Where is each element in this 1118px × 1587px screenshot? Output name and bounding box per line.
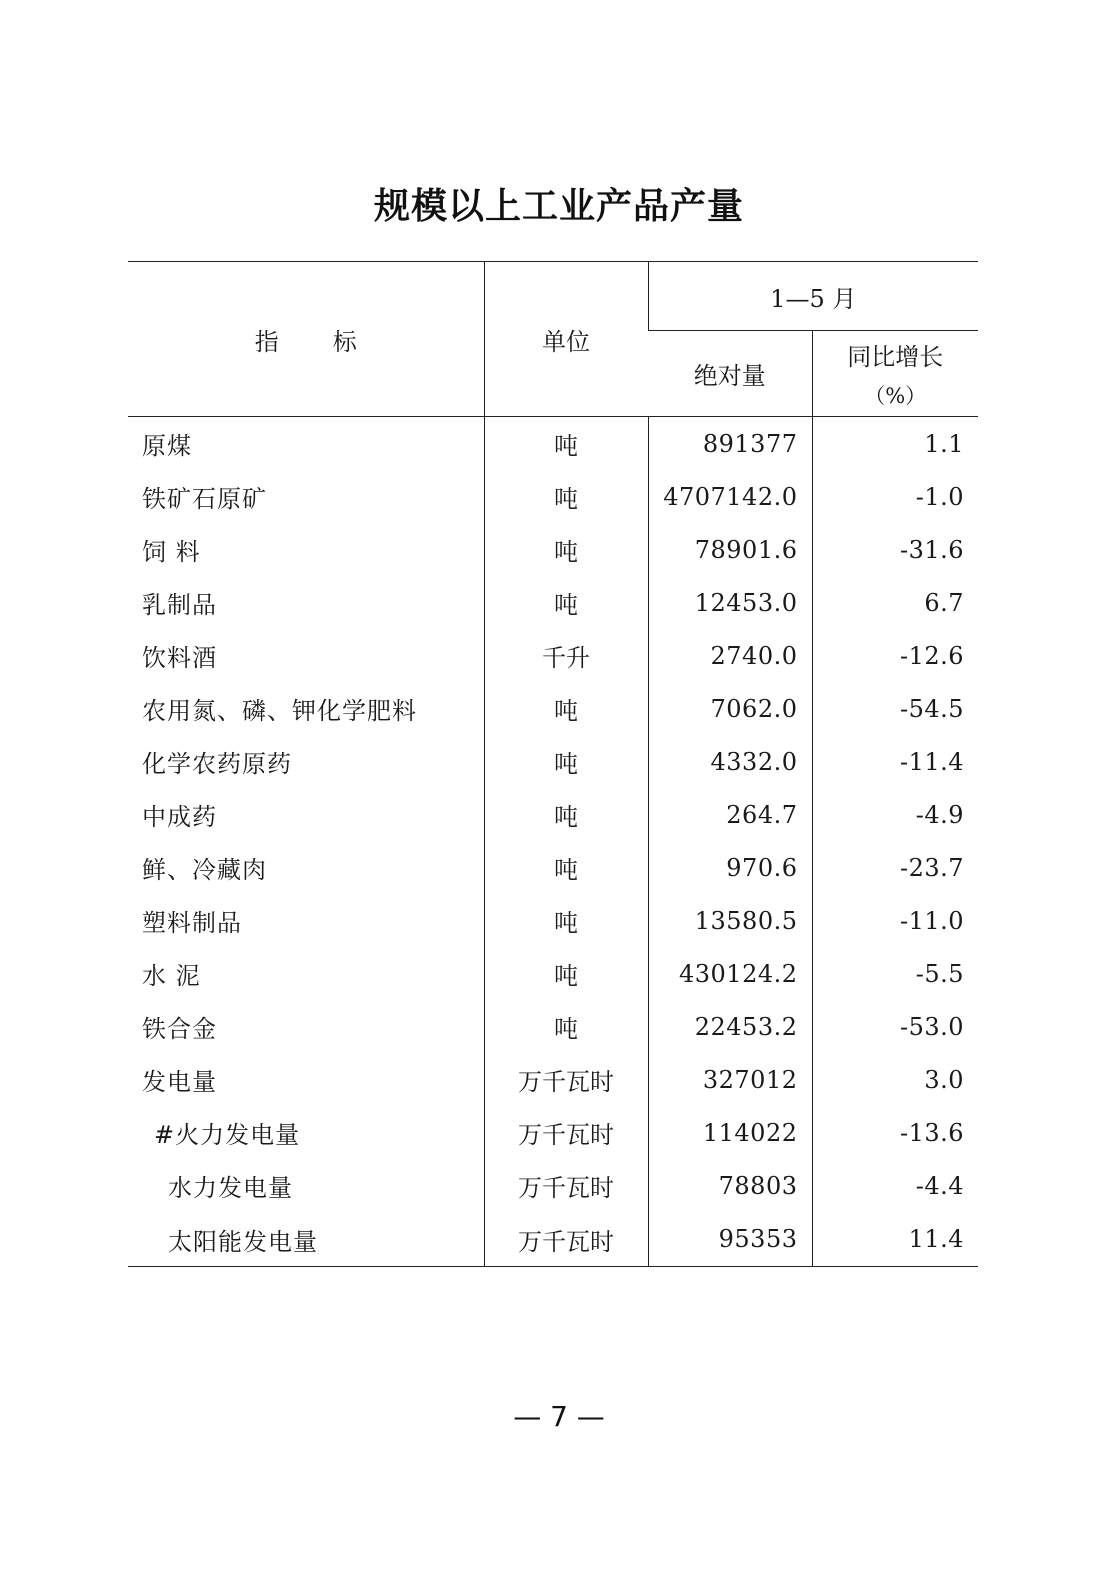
- table-row: [128, 894, 978, 947]
- table-row: [128, 1053, 978, 1106]
- row-yoy: -12.6: [812, 629, 978, 682]
- row-yoy: -53.0: [812, 1000, 978, 1053]
- row-yoy: 1.1: [812, 417, 978, 471]
- yoy-growth-unit: （%）: [864, 384, 927, 408]
- table-row: [128, 947, 978, 1000]
- table-row: [128, 841, 978, 894]
- row-name: 原煤: [142, 432, 192, 460]
- row-unit: 万千瓦时: [484, 1212, 648, 1267]
- row-name: 鲜、冷藏肉: [142, 856, 267, 884]
- row-name: 乳制品: [142, 591, 217, 619]
- row-value: 114022: [648, 1106, 812, 1159]
- row-unit: 吨: [484, 523, 648, 576]
- row-yoy: -23.7: [812, 841, 978, 894]
- table-header: [128, 262, 978, 417]
- row-name: 太阳能发电量: [128, 1212, 484, 1267]
- indicator-header: [128, 262, 484, 417]
- row-unit: 万千瓦时: [484, 1053, 648, 1106]
- table-row: [128, 576, 978, 629]
- row-value: 2740.0: [648, 629, 812, 682]
- row-yoy: -5.5: [812, 947, 978, 1000]
- period-header: 1—5 月: [648, 262, 978, 331]
- table-row: [128, 470, 978, 523]
- unit-header: 单位: [484, 262, 648, 417]
- row-unit: 吨: [484, 470, 648, 523]
- row-yoy: -1.0: [812, 470, 978, 523]
- table-row: [128, 1212, 978, 1267]
- row-yoy: 11.4: [812, 1212, 978, 1267]
- row-yoy: -4.4: [812, 1159, 978, 1212]
- row-unit: 吨: [484, 576, 648, 629]
- row-yoy: 6.7: [812, 576, 978, 629]
- table-row: [128, 417, 978, 471]
- row-yoy: -31.6: [812, 523, 978, 576]
- row-name: 农用氮、磷、钾化学肥料: [142, 697, 417, 725]
- row-yoy: -11.4: [812, 735, 978, 788]
- absolute-value-header: 绝对量: [648, 331, 812, 417]
- row-unit: 吨: [484, 947, 648, 1000]
- table-row: [128, 629, 978, 682]
- row-value: 13580.5: [648, 894, 812, 947]
- row-value: 970.6: [648, 841, 812, 894]
- table-body: [128, 417, 978, 1267]
- table-row: [128, 523, 978, 576]
- row-value: 264.7: [648, 788, 812, 841]
- industrial-output-table: [128, 261, 978, 1267]
- page-title: 规模以上工业产品产量: [373, 186, 744, 227]
- row-value: 12453.0: [648, 576, 812, 629]
- row-yoy: -13.6: [812, 1106, 978, 1159]
- table-row: [128, 1106, 978, 1159]
- row-name: 水 泥: [142, 962, 201, 990]
- row-value: 4707142.0: [648, 470, 812, 523]
- yoy-growth-header: [812, 331, 978, 417]
- row-value: 4332.0: [648, 735, 812, 788]
- row-value: 430124.2: [648, 947, 812, 1000]
- row-unit: 吨: [484, 841, 648, 894]
- row-name: 中成药: [142, 803, 217, 831]
- row-value: 95353: [648, 1212, 812, 1267]
- indicator-header-left: 指: [254, 327, 279, 356]
- row-unit: 吨: [484, 788, 648, 841]
- row-unit: 吨: [484, 894, 648, 947]
- row-unit: 吨: [484, 1000, 648, 1053]
- row-unit: 吨: [484, 417, 648, 471]
- row-unit: 千升: [484, 629, 648, 682]
- row-unit: 吨: [484, 735, 648, 788]
- indicator-header-right: 标: [332, 327, 357, 356]
- row-unit: 吨: [484, 682, 648, 735]
- row-name: 饲 料: [142, 538, 201, 566]
- table-row: [128, 682, 978, 735]
- row-yoy: 3.0: [812, 1053, 978, 1106]
- row-value: 7062.0: [648, 682, 812, 735]
- row-name: 铁矿石原矿: [142, 485, 267, 513]
- table-row: [128, 735, 978, 788]
- row-unit: 万千瓦时: [484, 1106, 648, 1159]
- yoy-growth-label: 同比增长: [847, 343, 944, 371]
- row-value: 22453.2: [648, 1000, 812, 1053]
- row-name: 饮料酒: [142, 644, 217, 672]
- row-name: 铁合金: [142, 1015, 217, 1043]
- row-yoy: -11.0: [812, 894, 978, 947]
- row-yoy: -4.9: [812, 788, 978, 841]
- row-value: 891377: [648, 417, 812, 471]
- row-name: 水力发电量: [168, 1174, 293, 1202]
- table-row: [128, 1159, 978, 1212]
- row-name: 发电量: [142, 1068, 217, 1096]
- row-yoy: -54.5: [812, 682, 978, 735]
- row-value: 78803: [648, 1159, 812, 1212]
- table-row: [128, 788, 978, 841]
- table-row: [128, 1000, 978, 1053]
- row-name: 化学农药原药: [142, 750, 292, 778]
- row-name: 塑料制品: [142, 909, 242, 937]
- row-unit: 万千瓦时: [484, 1159, 648, 1212]
- row-value: 78901.6: [648, 523, 812, 576]
- row-value: 327012: [648, 1053, 812, 1106]
- row-name: #火力发电量: [154, 1121, 301, 1149]
- page-number: — 7 —: [513, 1400, 605, 1433]
